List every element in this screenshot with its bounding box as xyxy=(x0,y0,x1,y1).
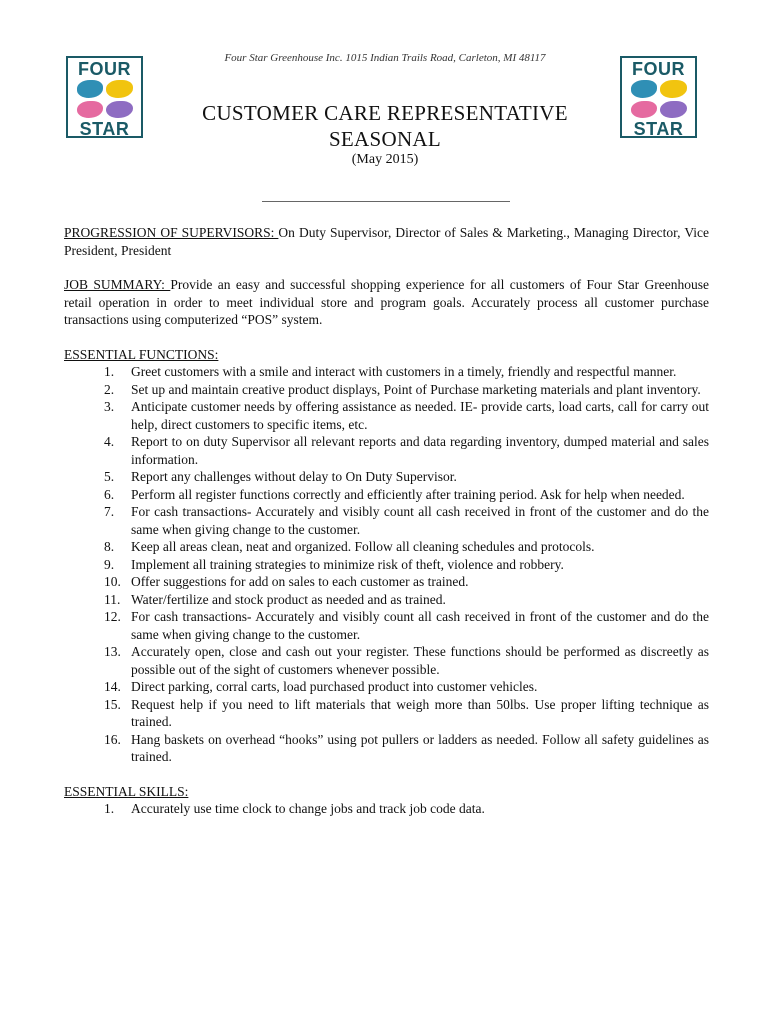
list-item xyxy=(64,573,709,591)
yellow-flower-icon xyxy=(660,80,687,98)
summary-text: Provide an easy and successful shopping experience for all customers of Four Star Greenhouse retail operation in order to meet individual store and program goals. Accurately process all customer purchase transactions using computerized “POS” system. xyxy=(64,277,709,327)
list-item xyxy=(64,556,709,574)
list-item xyxy=(64,538,709,556)
skills-list xyxy=(64,800,709,818)
item-number: 1. xyxy=(104,801,115,816)
page-title xyxy=(0,100,770,152)
yellow-flower-icon xyxy=(106,80,133,98)
supervisors-text: On Duty Supervisor, Director of Sales & Marketing., Managing Director, Vice President, President xyxy=(64,225,709,258)
item-number: 16. xyxy=(104,731,121,747)
supervisors-label: PROGRESSION OF SUPERVISORS: xyxy=(64,225,279,240)
list-item xyxy=(64,398,709,433)
company-address: Four Star Greenhouse Inc. 1015 Indian Trails Road, Carleton, MI 48117 xyxy=(224,52,546,64)
list-item xyxy=(64,381,709,399)
item-text: Direct parking, corral carts, load purchased product into customer vehicles. xyxy=(131,679,538,694)
list-item xyxy=(64,731,709,766)
item-number: 6. xyxy=(104,486,115,502)
functions-list xyxy=(64,363,709,766)
item-text: For cash transactions- Accurately and visibly count all cash received in front of the customer and do the same when giving change to the customer. xyxy=(131,609,709,642)
section-spacer xyxy=(64,766,709,783)
blue-flower-icon xyxy=(77,80,104,98)
summary-label: JOB SUMMARY: xyxy=(64,277,171,292)
logo-word-four: FOUR xyxy=(78,59,131,79)
item-text: Anticipate customer needs by offering assistance as needed. IE- provide carts, load carts, call for carry out help, direct customers to specific items, etc. xyxy=(131,399,709,432)
item-number: 13. xyxy=(104,644,121,659)
item-number: 3. xyxy=(104,399,115,414)
item-number: 11. xyxy=(104,591,121,607)
title-line-1: CUSTOMER CARE REPRESENTATIVE xyxy=(202,101,568,125)
item-text: Offer suggestions for add on sales to each customer as trained. xyxy=(131,574,469,589)
list-item xyxy=(64,363,709,381)
list-item xyxy=(64,468,709,486)
item-number: 8. xyxy=(104,539,115,554)
list-item xyxy=(64,800,709,818)
item-text: Accurately use time clock to change jobs and track job code data. xyxy=(131,801,485,816)
document-body xyxy=(64,224,709,818)
item-number: 9. xyxy=(104,556,115,572)
item-text: Set up and maintain creative product displays, Point of Purchase marketing materials and plant inventory. xyxy=(131,381,701,397)
list-item xyxy=(64,643,709,678)
item-text: Water/fertilize and stock product as needed and as trained. xyxy=(131,591,446,607)
logo-word-star: STAR xyxy=(79,119,130,139)
item-number: 1. xyxy=(104,364,115,379)
summary-paragraph xyxy=(64,276,709,329)
item-text: Report to on duty Supervisor all relevant reports and data regarding inventory, dumped material and sales information. xyxy=(131,434,709,467)
functions-heading: ESSENTIAL FUNCTIONS: xyxy=(64,346,219,362)
supervisors-paragraph xyxy=(64,224,709,259)
logo-word-star: STAR xyxy=(633,119,684,139)
logo-word-four: FOUR xyxy=(632,59,685,79)
item-text: Greet customers with a smile and interact with customers in a timely, friendly and respectful manner. xyxy=(131,364,677,379)
item-text: Request help if you need to lift materials that weigh more than 50lbs. Use proper lifting technique as trained. xyxy=(131,696,709,729)
list-item xyxy=(64,696,709,731)
item-number: 14. xyxy=(104,679,121,694)
skills-heading: ESSENTIAL SKILLS: xyxy=(64,783,189,799)
title-divider xyxy=(262,201,510,202)
item-number: 2. xyxy=(104,381,115,397)
item-text: For cash transactions- Accurately and visibly count all cash received in front of the customer and do the same when giving change to the customer. xyxy=(131,504,709,537)
item-text: Keep all areas clean, neat and organized. Follow all cleaning schedules and protocols. xyxy=(131,539,595,554)
list-item xyxy=(64,608,709,643)
item-text: Report any challenges without delay to On Duty Supervisor. xyxy=(131,469,457,484)
item-text: Perform all register functions correctly and efficiently after training period. Ask for help when needed. xyxy=(131,486,685,502)
item-text: Hang baskets on overhead “hooks” using pot pullers or ladders as needed. Follow all safety guidelines as trained. xyxy=(131,731,709,764)
item-number: 4. xyxy=(104,434,115,449)
item-number: 7. xyxy=(104,504,115,519)
item-number: 12. xyxy=(104,609,121,624)
document-date: (May 2015) xyxy=(351,152,419,167)
blue-flower-icon xyxy=(631,80,658,98)
list-item xyxy=(64,486,709,504)
item-number: 5. xyxy=(104,469,115,484)
list-item xyxy=(64,678,709,696)
item-text: Accurately open, close and cash out your register. These functions should be performed as discreetly as possible out of the sight of customers whenever possible. xyxy=(131,644,709,677)
item-text: Implement all training strategies to minimize risk of theft, violence and robbery. xyxy=(131,556,564,572)
item-number: 15. xyxy=(104,696,121,712)
list-item xyxy=(64,591,709,609)
list-item xyxy=(64,433,709,468)
item-number: 10. xyxy=(104,574,121,589)
title-line-2: SEASONAL xyxy=(328,127,442,151)
list-item xyxy=(64,503,709,538)
